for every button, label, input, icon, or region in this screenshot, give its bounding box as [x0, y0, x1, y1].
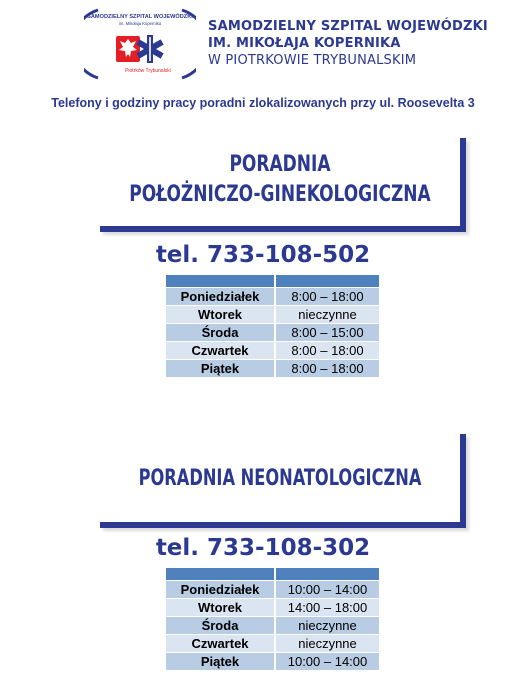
day-cell: Czwartek [166, 635, 274, 652]
hours-cell: 8:00 – 18:00 [276, 360, 379, 377]
table-row [166, 617, 379, 634]
clinic-title-line1: PORADNIA [229, 152, 331, 177]
hours-cell: 10:00 – 14:00 [276, 581, 379, 598]
hours-cell: nieczynne [276, 635, 379, 652]
day-cell: Poniedziałek [166, 288, 274, 305]
hospital-name-line2: IM. MIKOŁAJA KOPERNIKA [208, 36, 401, 51]
logo-ring-text: SAMODZIELNY SZPITAL WOJEWÓDZKI [87, 14, 193, 20]
schedule-header-row [166, 568, 379, 580]
hours-cell: 8:00 – 15:00 [276, 324, 379, 341]
clinic-title [132, 434, 427, 494]
hours-cell: 14:00 – 18:00 [276, 599, 379, 616]
logo-sub-text: im. Mikołaja Kopernika [118, 21, 162, 26]
table-row [166, 288, 379, 305]
clinic-title-line1: PORADNIA NEONATOLOGICZNA [138, 466, 422, 491]
hours-cell: 10:00 – 14:00 [276, 653, 379, 670]
hours-cell: nieczynne [276, 617, 379, 634]
day-cell: Czwartek [166, 342, 274, 359]
hospital-name-line3: W PIOTRKOWIE TRYBUNALSKIM [208, 53, 417, 68]
table-row [166, 635, 379, 652]
hospital-name [208, 18, 488, 69]
table-row [166, 306, 379, 323]
schedule-header-row [166, 275, 379, 287]
hours-cell: 8:00 – 18:00 [276, 342, 379, 359]
clinic-phone: tel. 733-108-502 [155, 242, 371, 268]
table-row [166, 653, 379, 670]
day-cell: Wtorek [166, 306, 274, 323]
day-cell: Środa [166, 617, 274, 634]
table-row [166, 599, 379, 616]
hours-cell: 8:00 – 18:00 [276, 288, 379, 305]
day-cell: Piątek [166, 360, 274, 377]
clinic-phone: tel. 733-108-302 [155, 535, 371, 561]
hospital-logo [84, 6, 196, 82]
day-cell: Środa [166, 324, 274, 341]
page-subtitle: Telefony i godziny pracy poradni zlokalizowanych przy ul. Roosevelta 3 [51, 96, 475, 110]
logo-emblem-icon [84, 6, 196, 82]
clinic-title [125, 138, 435, 210]
day-cell: Wtorek [166, 599, 274, 616]
hours-cell: nieczynne [276, 306, 379, 323]
hospital-name-line1: SAMODZIELNY SZPITAL WOJEWÓDZKI [208, 19, 488, 34]
clinic-title-box-neonatal [100, 434, 466, 528]
schedule-table [164, 567, 381, 671]
table-row [166, 324, 379, 341]
table-row [166, 360, 379, 377]
table-row [166, 342, 379, 359]
day-cell: Poniedziałek [166, 581, 274, 598]
clinic-title-line2: POŁOŻNICZO-GINEKOLOGICZNA [129, 182, 431, 207]
table-row [166, 581, 379, 598]
clinic-title-box-obstetric [100, 138, 466, 232]
schedule-table [164, 274, 381, 378]
logo-city-text: Piotrków Trybunalski [125, 68, 171, 74]
day-cell: Piątek [166, 653, 274, 670]
